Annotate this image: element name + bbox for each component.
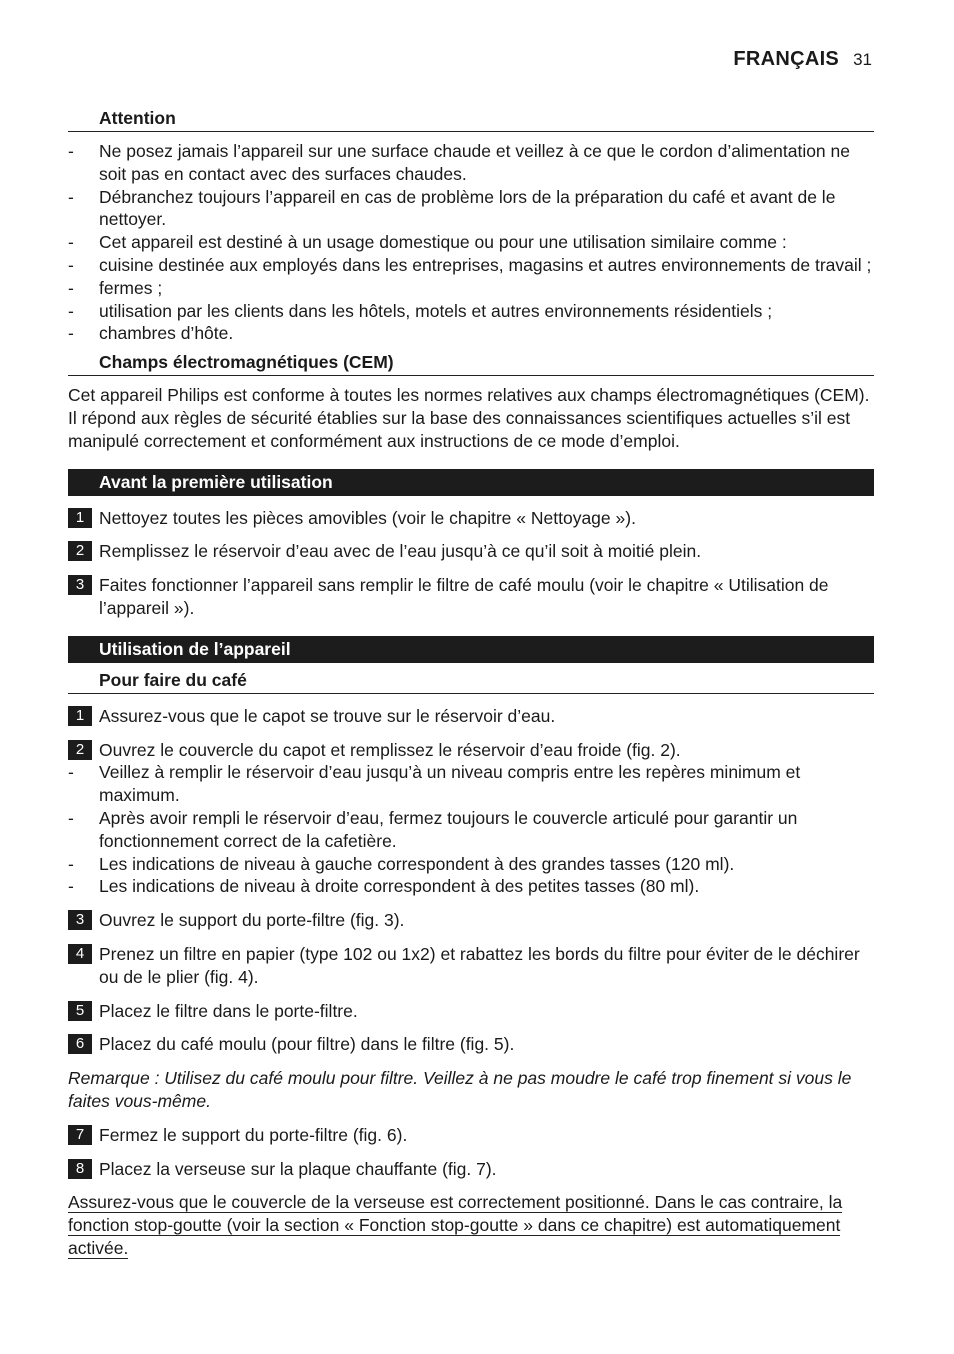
- cem-heading: Champs électromagnétiques (CEM): [68, 349, 874, 376]
- using-steps: [68, 705, 874, 1260]
- make-coffee-heading: Pour faire du café: [68, 667, 874, 694]
- step-number: 5: [68, 1001, 92, 1021]
- step-number: 2: [68, 740, 92, 760]
- step-item: 4 Prenez un filtre en papier (type 102 ou 1x2) et rabattez les bords du filtre pour éviter de le déchirer ou de le plier (fig. 4).: [68, 943, 874, 989]
- step-number: 7: [68, 1125, 92, 1145]
- list-item: - Les indications de niveau à gauche correspondent à des grandes tasses (120 ml).: [68, 853, 735, 874]
- step-item: 1 Nettoyez toutes les pièces amovibles (voir le chapitre « Nettoyage »).: [68, 507, 874, 530]
- attention-list: [68, 140, 874, 345]
- list-item: - chambres d’hôte.: [68, 323, 234, 344]
- list-item: - Après avoir rempli le réservoir d’eau, fermez toujours le couvercle articulé pour garantir un fonctionnement correct de la cafetière.: [68, 807, 798, 851]
- step-number: 6: [68, 1034, 92, 1054]
- drip-stop-warning: Assurez-vous que le couvercle de la verseuse est correctement positionné. Dans le cas contraire, la fonction stop-goutte (voir la section « Fonction stop-goutte » dans ce chapitre) est automatiquement activée.: [68, 1192, 843, 1258]
- step-item: 6 Placez du café moulu (pour filtre) dans le filtre (fig. 5).: [68, 1033, 874, 1056]
- list-item: - Débranchez toujours l’appareil en cas de problème lors de la préparation du café et avant de le nettoyer.: [68, 186, 836, 230]
- step-item: 1 Assurez-vous que le capot se trouve sur le réservoir d’eau.: [68, 705, 874, 728]
- step-number: 3: [68, 910, 92, 930]
- content-column: [68, 105, 874, 1260]
- step-number: 3: [68, 575, 92, 595]
- remark-note: Remarque : Utilisez du café moulu pour filtre. Veillez à ne pas moudre le café trop finement si vous le faites vous-même.: [68, 1068, 852, 1111]
- list-item: - Les indications de niveau à droite correspondent à des petites tasses (80 ml).: [68, 876, 700, 897]
- list-item: - Ne posez jamais l’appareil sur une surface chaude et veillez à ce que le cordon d’alimentation ne soit pas en contact avec des surfaces chaudes.: [68, 141, 850, 184]
- section-bar-first-use: Avant la première utilisation: [68, 469, 874, 496]
- step-item: 3 Faites fonctionner l’appareil sans remplir le filtre de café moulu (voir le chapitre « Utilisation de l’appareil »).: [68, 574, 874, 620]
- page-number: 31: [853, 50, 872, 69]
- step-item: 5 Placez le filtre dans le porte-filtre.: [68, 1000, 874, 1023]
- step-item: 3 Ouvrez le support du porte-filtre (fig. 3).: [68, 909, 874, 932]
- page-header: [733, 48, 872, 71]
- list-item: - cuisine destinée aux employés dans les entreprises, magasins et autres environnements de travail ;: [68, 254, 872, 275]
- step-item: 2 Remplissez le réservoir d’eau avec de l’eau jusqu’à ce qu’il soit à moitié plein.: [68, 540, 874, 563]
- step-item: 2 Ouvrez le couvercle du capot et remplissez le réservoir d’eau froide (fig. 2).: [68, 739, 874, 762]
- list-item: - Veillez à remplir le réservoir d’eau jusqu’à un niveau compris entre les repères minimum et maximum.: [68, 762, 801, 806]
- first-use-steps: [68, 507, 874, 620]
- list-item: - fermes ;: [68, 277, 163, 298]
- cem-paragraph: Cet appareil Philips est conforme à toutes les normes relatives aux champs électromagnétiques (CEM). Il répond aux règles de sécurité établies sur la base des connaissances scientifiques actuelles s’il est manipulé correctement et conformément aux instructions de ce mode d’emploi.: [68, 385, 870, 451]
- step-number: 1: [68, 706, 92, 726]
- language-label: FRANÇAIS: [733, 48, 840, 70]
- step-number: 4: [68, 944, 92, 964]
- attention-heading: Attention: [68, 105, 874, 132]
- list-item: - Cet appareil est destiné à un usage domestique ou pour une utilisation similaire comme :: [68, 232, 787, 253]
- step-number: 1: [68, 508, 92, 528]
- step-item: 7 Fermez le support du porte-filtre (fig. 6).: [68, 1124, 874, 1147]
- step-number: 2: [68, 541, 92, 561]
- step-item: 8 Placez la verseuse sur la plaque chauffante (fig. 7).: [68, 1158, 874, 1181]
- section-bar-using: Utilisation de l’appareil: [68, 636, 874, 663]
- list-item: - utilisation par les clients dans les hôtels, motels et autres environnements résidentiels ;: [68, 300, 773, 321]
- step-number: 8: [68, 1159, 92, 1179]
